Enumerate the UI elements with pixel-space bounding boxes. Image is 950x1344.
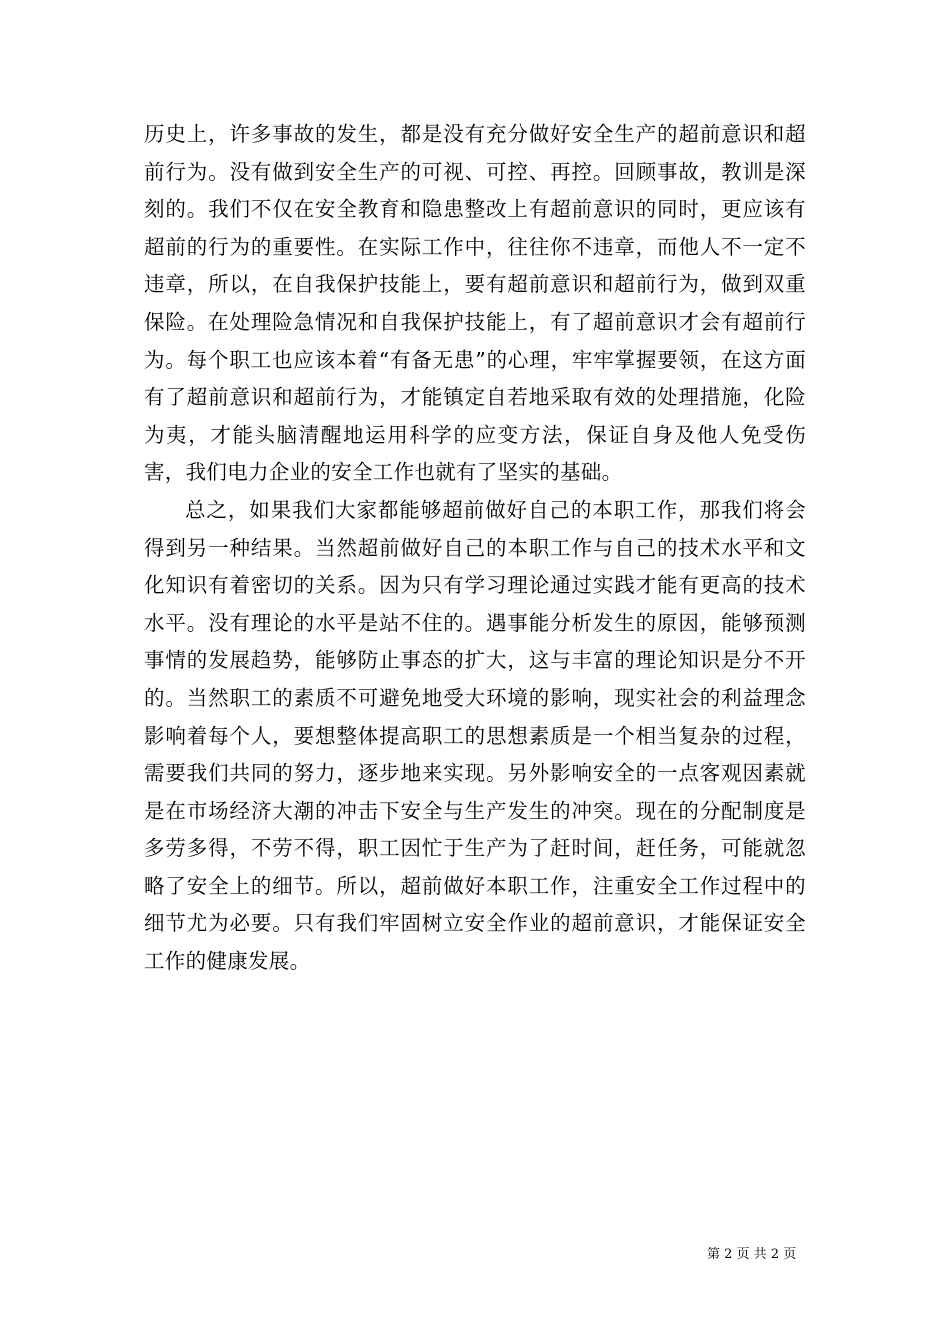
paragraph-summary: 总之，如果我们大家都能够超前做好自己的本职工作，那我们将会得到另一种结果。当然超前做好自己的本职工作与自己的技术水平和文化知识有着密切的关系。因为只有学习理论通过实践才能有更高的技术水平。没有理论的水平是站不住的。遇事能分析发生的原因，能够预测事情的发展趋势，能够防止事态的扩大，这与丰富的理论知识是分不开的。当然职工的素质不可避免地受大环境的影响，现实社会的利益理念影响着每个人，要想整体提高职工的思想素质是一个相当复杂的过程，需要我们共同的努力，逐步地来实现。另外影响安全的一点客观因素就是在市场经济大潮的冲击下安全与生产发生的冲突。现在的分配制度是多劳多得，不劳不得，职工因忙于生产为了赶时间，赶任务，可能就忽略了安全上的细节。所以，超前做好本职工作，注重安全工作过程中的细节尤为必要。只有我们牢固树立安全作业的超前意识，才能保证安全工作的健康发展。 bbox=[144, 497, 806, 974]
page-number-footer: 第 2 页 共 2 页 bbox=[707, 1247, 797, 1262]
paragraph-history-accidents: 历史上，许多事故的发生，都是没有充分做好安全生产的超前意识和超前行为。没有做到安全生产的可视、可控、再控。回顾事故，教训是深刻的。我们不仅在安全教育和隐患整改上有超前意识的同时，更应该有超前的行为的重要性。在实际工作中，往往你不违章，而他人不一定不违章，所以，在自我保护技能上，要有超前意识和超前行为，做到双重保险。在处理险急情况和自我保护技能上，有了超前意识才会有超前行为。每个职工也应该本着“有备无患”的心理，牢牢掌握要领，在这方面有了超前意识和超前行为，才能镇定自若地采取有效的处理措施，化险为夷，才能头脑清醒地运用科学的应变方法，保证自身及他人免受伤害，我们电力企业的安全工作也就有了坚实的基础。 bbox=[144, 122, 806, 485]
document-body bbox=[144, 116, 806, 981]
